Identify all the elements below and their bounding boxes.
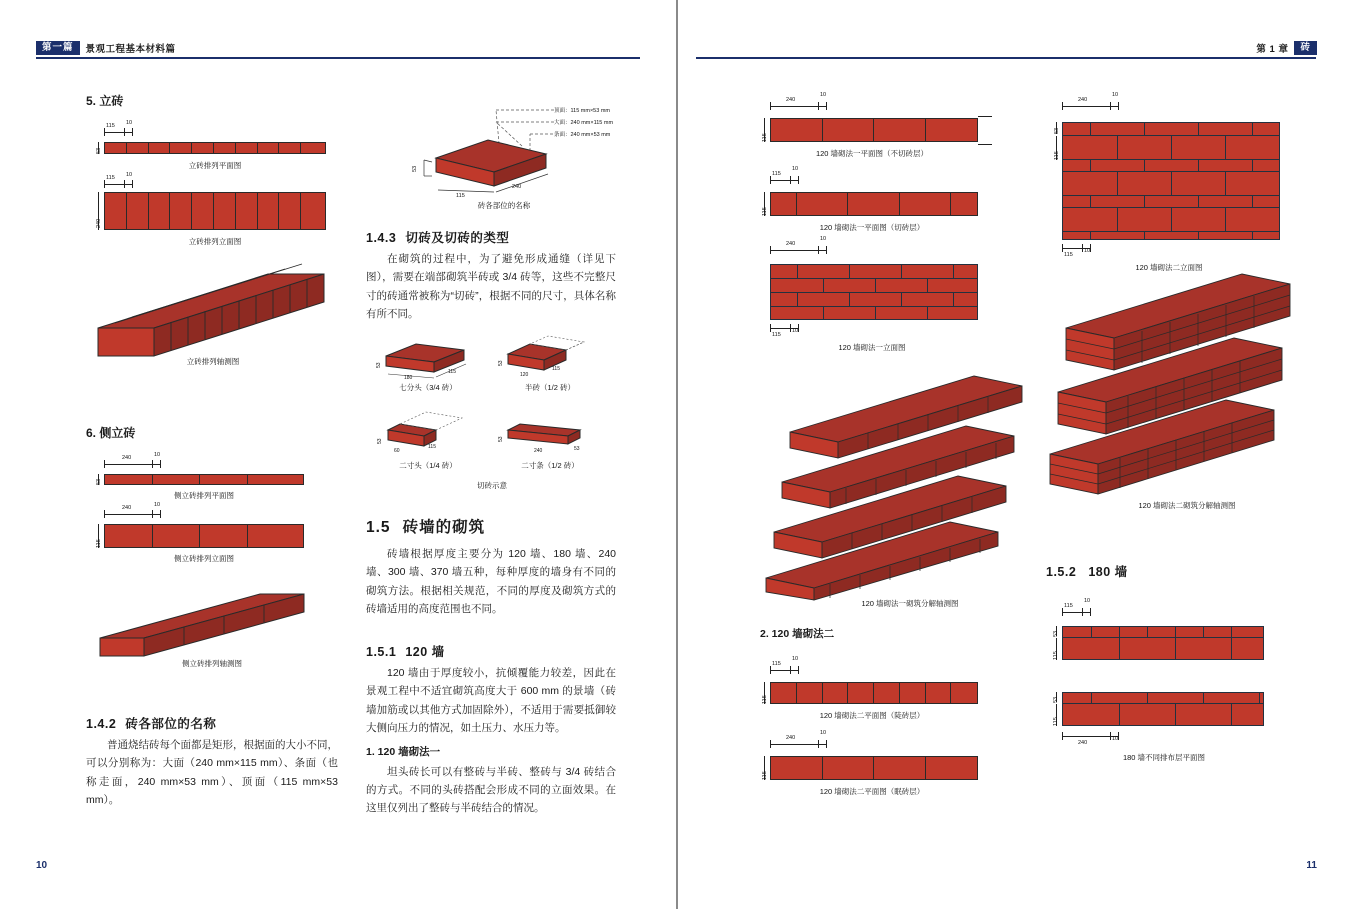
svg-text:115: 115 — [552, 366, 560, 372]
lizhuan-axon-drawing — [88, 256, 338, 371]
heading-151-title: 120 墙 — [405, 645, 445, 659]
caption-cut-demo: 切砖示意 — [477, 481, 507, 490]
caption-plan-nocut: 120 墙砌法一平面图（不切砖层） — [815, 149, 929, 158]
chapter-title: 景观工程基本材料篇 — [85, 44, 176, 55]
cut-brick-grid — [372, 328, 612, 488]
caption-elev-method2: 120 墙砌法二立面图 — [1135, 263, 1203, 272]
svg-text:115: 115 — [456, 193, 465, 199]
left-column-2 — [86, 424, 346, 441]
heading-152-num: 1.5.2 — [1046, 565, 1077, 579]
axon-method2-drawing — [1042, 272, 1332, 512]
caption-brick-parts: 砖各部位的名称 — [477, 201, 531, 210]
svg-text:53: 53 — [498, 436, 504, 442]
brick-parts-drawing — [404, 96, 634, 216]
para-143: 在砌筑的过程中，为了避免形成通缝（详见下图），需要在端部砌筑半砖或 3/4 砖等，这些不完整尺寸的砖通常被称为“切砖”，根据不同的尺寸，具体名称有所不同。 — [366, 253, 616, 321]
heading-152-title: 180 墙 — [1088, 565, 1128, 579]
caption-celizhuan-axon: 侧立砖排列轴测图 — [182, 659, 242, 668]
cut-brick-label-3: 二寸条（1/2 砖） — [521, 461, 579, 470]
svg-text:240: 240 — [534, 448, 543, 454]
para-142: 普通烧结砖每个面都是矩形，根据面的大小不同，可以分别称为：大面（240 mm×115 mm）、条面（也称走面，240 mm×53 mm）、顶面（115 mm×53 mm）。 — [86, 739, 338, 807]
left-column-1 — [86, 92, 346, 109]
right-page: 第 1 章 砖 11 240 10 115 120 墙砌法一平面图（不切砖层） 115 10 115 120 墙砌法一平面图（切砖层） 240 10 115 10 120 墙砌法一立面图 120 墙砌法一砌筑分解轴测图 2. 120 墙砌法二 115 10 115 120 墙砌法二平面图（陡砖层） 240 10 115 120 墙砌法二平面图（眠砖层） 240 10 53 115 115 10 120 墙砌法二立面图 120 墙砌法二砌筑分解轴测图 1.5.2 180 墙 115 10 53 115 53 115 240 10 180 墙不同排布层平面图 — [676, 0, 1353, 909]
svg-text:120: 120 — [520, 372, 529, 378]
svg-text:60: 60 — [394, 448, 400, 454]
section-143 — [366, 228, 616, 324]
heading-method-1: 1. 120 墙砌法一 — [366, 745, 441, 758]
heading-151-num: 1.5.1 — [366, 645, 397, 659]
para-15: 砖墙根据厚度主要分为 120 墙、180 墙、240 墙、300 墙、370 墙五种，每种厚度的墙身有不同的砌筑方法。根据相关规范，不同的厚度及砌筑方式的砖墙适用的高度范围也不同。 — [366, 548, 616, 616]
celizhuan-axon-drawing — [92, 576, 332, 676]
brick-callout-face: 大面：240 mm×115 mm — [554, 120, 614, 126]
svg-text:53: 53 — [574, 446, 580, 452]
svg-text:115: 115 — [428, 444, 436, 450]
caption-elev-method1: 120 墙砌法一立面图 — [838, 343, 906, 352]
brick-callout-top: 顶面：115 mm×53 mm — [554, 108, 610, 114]
chapter-number-right: 第 1 章 — [1256, 44, 1289, 55]
svg-text:53: 53 — [377, 438, 383, 444]
caption-axon-method1: 120 墙砌法一砌筑分解轴测图 — [861, 599, 959, 608]
cut-brick-label-2: 二寸头（1/4 砖） — [399, 461, 457, 470]
heading-142-title: 砖各部位的名称 — [125, 717, 217, 731]
svg-text:53: 53 — [376, 362, 382, 368]
svg-text:115: 115 — [448, 369, 456, 375]
svg-text:53: 53 — [498, 360, 504, 366]
svg-text:240: 240 — [512, 184, 522, 190]
running-head-left — [36, 40, 176, 56]
heading-15-title: 砖墙的砌筑 — [402, 519, 486, 536]
section-6-title: 6. 侧立砖 — [86, 426, 136, 440]
page-number-right: 11 — [1306, 860, 1317, 871]
page-number-left: 10 — [36, 860, 48, 871]
cut-brick-label-0: 七分头（3/4 砖） — [399, 383, 457, 392]
caption-plan2-cut: 120 墙砌法二平面图（陡砖层） — [819, 711, 925, 720]
svg-text:180: 180 — [404, 375, 413, 381]
heading-method-2-wrap — [760, 626, 1000, 641]
heading-143-num: 1.4.3 — [366, 231, 397, 245]
caption-lizhuan-elev: 立砖排列立面图 — [188, 237, 242, 246]
heading-143-title: 切砖及切砖的类型 — [405, 231, 510, 245]
section-5-title: 5. 立砖 — [86, 94, 124, 108]
header-rule-left — [36, 57, 640, 59]
heading-method-2: 2. 120 墙砌法二 — [760, 628, 835, 640]
para-151: 120 墙由于厚度较小，抗倾覆能力较差，因此在景观工程中不适宜砌筑高度大于 600 mm 的景墙（砖墙加筋或以其他方式加固除外），不适用于需要抵御较大侧向压力的情况，如土压力、水压力等。 — [366, 667, 616, 735]
axon-method1-drawing — [760, 370, 1060, 610]
section-15 — [366, 515, 616, 619]
caption-celizhuan-elev: 侧立砖排列立面图 — [174, 554, 234, 563]
para-method-1: 坦头砖长可以有整砖与半砖、整砖与 3/4 砖结合的方式。不同的头砖搭配会形成不同的立面效果。在这里仅列出了整砖与半砖结合的情况。 — [366, 765, 616, 815]
heading-15-num: 1.5 — [366, 519, 391, 536]
cut-brick-label-1: 半砖（1/2 砖） — [524, 383, 575, 392]
caption-lizhuan-axon: 立砖排列轴测图 — [186, 357, 240, 366]
caption-plan-cut: 120 墙砌法一平面图（切砖层） — [819, 223, 925, 232]
svg-text:53: 53 — [412, 165, 418, 172]
caption-plan-180: 180 墙不同排布层平面图 — [1122, 753, 1206, 762]
caption-plan2-nocut: 120 墙砌法二平面图（眠砖层） — [819, 787, 925, 796]
chapter-tag: 第一篇 — [36, 41, 80, 55]
caption-celizhuan-plan: 侧立砖排列平面图 — [174, 491, 234, 500]
header-rule-right — [696, 57, 1316, 59]
section-151 — [366, 642, 616, 818]
chapter-tag-right: 砖 — [1294, 41, 1317, 55]
caption-lizhuan-plan: 立砖排列平面图 — [188, 161, 242, 170]
running-head-right — [1256, 40, 1317, 56]
brick-callout-side: 条面：240 mm×53 mm — [554, 132, 611, 138]
section-142 — [86, 714, 338, 810]
section-152 — [1046, 562, 1296, 580]
left-page: 第一篇 景观工程基本材料篇 10 5. 立砖 115 10 53 立砖排列平面图 115 10 240 立砖排列立面图 立砖排列轴测图 6. 侧立砖 240 10 53 侧立砖排列平面图 240 10 115 侧立砖排列立面图 侧立砖排列轴测图 1.4.2 砖各部位的名称 普通烧结砖每个面都是矩形，根据面的大小不同，可以分别称为：大面（240 mm×115 mm）、条面（也称走面，240 mm×53 mm）、顶面（115 mm×53 mm）。 53 115 240 顶面：115 mm×53 mm 大面：240 mm×115 mm 条面：240 mm×53 mm 砖各部位的名称 1.4.3 切砖及切砖的类型 在砌筑的过程中，为了避免形成通缝（详见下图），需要在端部砌筑半砖或 3/4 砖等，这些不完整尺寸的砖通常被称为“切砖”，根据不同的尺寸，具体名称有所不同。 180 115 53 七分头（3/4 砖） 120 115 53 半砖（1/2 砖） 60 115 53 二寸头（1/4 砖） 240 53 53 二寸条（1/2 砖） 切砖示意 1.5 砖墙的砌筑 砖墙根据厚度主要分为 120 墙、180 墙、240 墙、300 墙、370 墙五种，每种厚度的墙身有不同的砌筑方法。根据相关规范，不同的厚度及砌筑方式的砖墙适用的高度范围也不同。 1.5.1 120 墙 120 墙由于厚度较小，抗倾覆能力较差，因此在景观工程中不适宜砌筑高度大于 600 mm 的景墙（砖墙加筋或以其他方式加固除外），不适用于需要抵御较大侧向压力的情况，如土压力、水压力等。 1. 120 墙砌法一 坦头砖长可以有整砖与半砖、整砖与 3/4 砖结合的方式。不同的头砖搭配会形成不同的立面效果。在这里仅列出了整砖与半砖结合的情况。 — [0, 0, 676, 909]
caption-axon-method2: 120 墙砌法二砌筑分解轴测图 — [1138, 501, 1236, 510]
heading-142-num: 1.4.2 — [86, 717, 117, 731]
